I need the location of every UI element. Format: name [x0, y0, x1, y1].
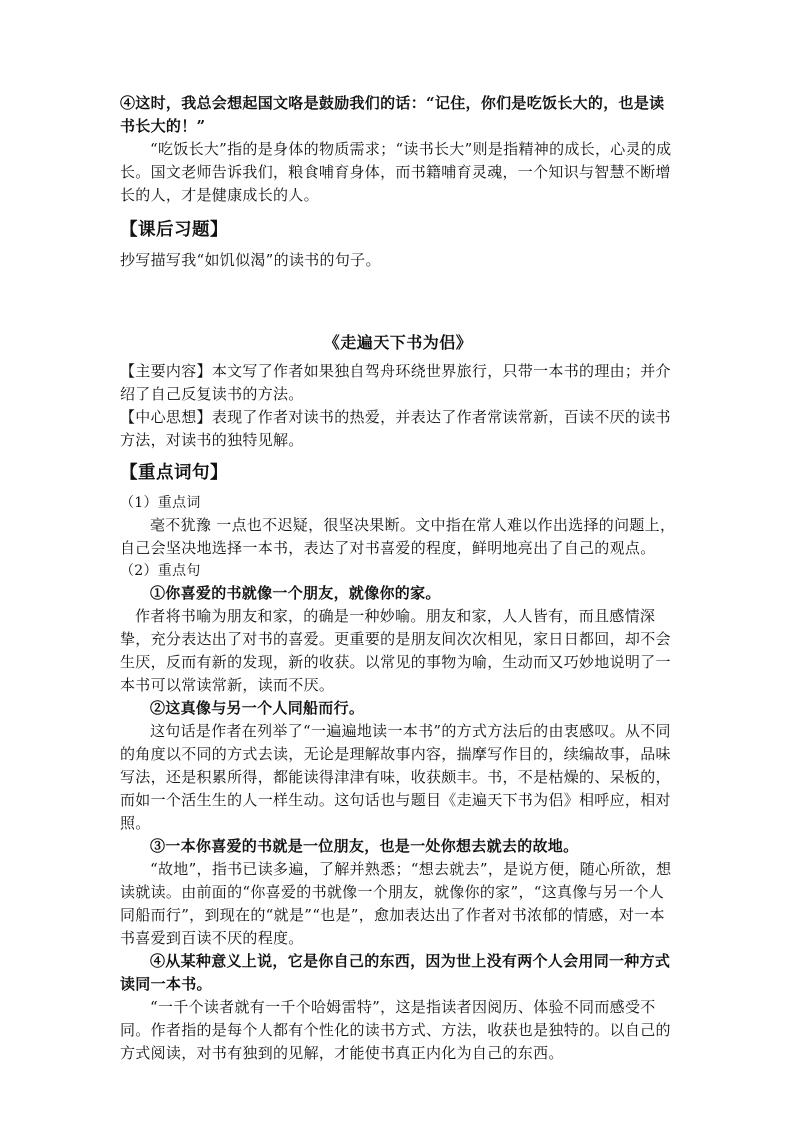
sentence-1-body: 作者将书喻为朋友和家，的确是一种妙喻。朋友和家，人人皆有，而且感情深挚，充分表达出了对书的喜爱。更重要的是朋友间次次相见，家日日都回，却不会生厌，反而有新的发现，新的收获。以常见的事物为喻，生动而又巧妙地说明了一本书可以常读常新，读而不厌。: [120, 607, 671, 694]
article-title: 《走遍天下书为侣》: [323, 333, 473, 352]
q4-heading: ④这时，我总会想起国文咯是鼓励我们的话：“记住，你们是吃饭长大的，也是读书长大的！”: [120, 94, 665, 135]
exercise-text: 抄写描写我“如饥似渴”的读书的句子。: [120, 251, 381, 269]
main-content-label: 【主要内容】: [120, 362, 212, 380]
sentence-2-heading: ②这真像与另一个人同船而行。: [150, 699, 365, 717]
exercise-heading: 【课后习题】: [120, 220, 228, 240]
sentence-3-heading: ③一本你喜爱的书就是一位朋友，也是一处你想去就去的故地。: [150, 837, 579, 855]
main-content-paragraph: [120, 360, 676, 406]
sentence-4-heading: ④从某种意义上说，它是你自己的东西，因为世上没有两个人会用同一种方式读同一本书。: [120, 952, 671, 993]
key-words-subheading: （1）重点词: [120, 495, 201, 511]
document-page: [120, 92, 676, 1065]
sentence-1-heading: ①你喜爱的书就像一个朋友，就像你的家。: [150, 584, 441, 602]
main-content-text: 本文写了作者如果独自驾舟环绕世界旅行，只带一本书的理由；并介绍了自己反复读书的方法。: [120, 362, 671, 403]
sentence-3-body: “故地”，指书已读多遍，了解并熟悉；“想去就去”，是说方便，随心所欲，想读就读。由前面的“你喜爱的书就像一个朋友，就像你的家”，“这真像与另一个人同船而行”，到现在的“就是”“也是”，愈加表达出了作者对书浓郁的情感，对一本书喜爱到百读不厌的程度。: [120, 860, 672, 947]
central-idea-label: 【中心思想】: [120, 408, 212, 426]
q4-body: “吃饭长大”指的是身体的物质需求；“读书长大”则是指精神的成长，心灵的成长。国文老师告诉我们，粮食哺育身体，而书籍哺育灵魂，一个知识与智慧不断增长的人，才是健康成长的人。: [120, 140, 672, 204]
key-sentences-subheading: （2）重点句: [120, 563, 201, 579]
key-words-heading: 【重点词句】: [120, 463, 228, 483]
sentence-4-body: “一千个读者就有一千个哈姆雷特”，这是指读者因阅历、体验不同而感受不同。作者指的是每个人都有个性化的读书方式、方法，收获也是独特的。以自己的方式阅读，对书有独到的见解，才能使书真正内化为自己的东西。: [120, 998, 671, 1062]
sentence-2-body: 这句话是作者在列举了“一遍遍地读一本书”的方式方法后的由衷感叹。从不同的角度以不同的方式去读，无论是理解故事内容，揣摩写作目的，续编故事，品味写法，还是积累所得，都能读得津津有味，收获颇丰。书，不是枯燥的、呆板的，而如一个活生生的人一样生动。这句话也与题目《走遍天下书为侣》相呼应，相对照。: [120, 722, 671, 832]
central-idea-text: 表现了作者对读书的热爱，并表达了作者常读常新，百读不厌的读书方法，对读书的独特见解。: [120, 408, 671, 449]
central-idea-paragraph: [120, 406, 676, 452]
key-word-paragraph: 毫不犹豫 一点也不迟疑，很坚决果断。文中指在常人难以作出选择的问题上，自己会坚决地选择一本书，表达了对书喜爱的程度，鲜明地亮出了自己的观点。: [120, 516, 676, 557]
